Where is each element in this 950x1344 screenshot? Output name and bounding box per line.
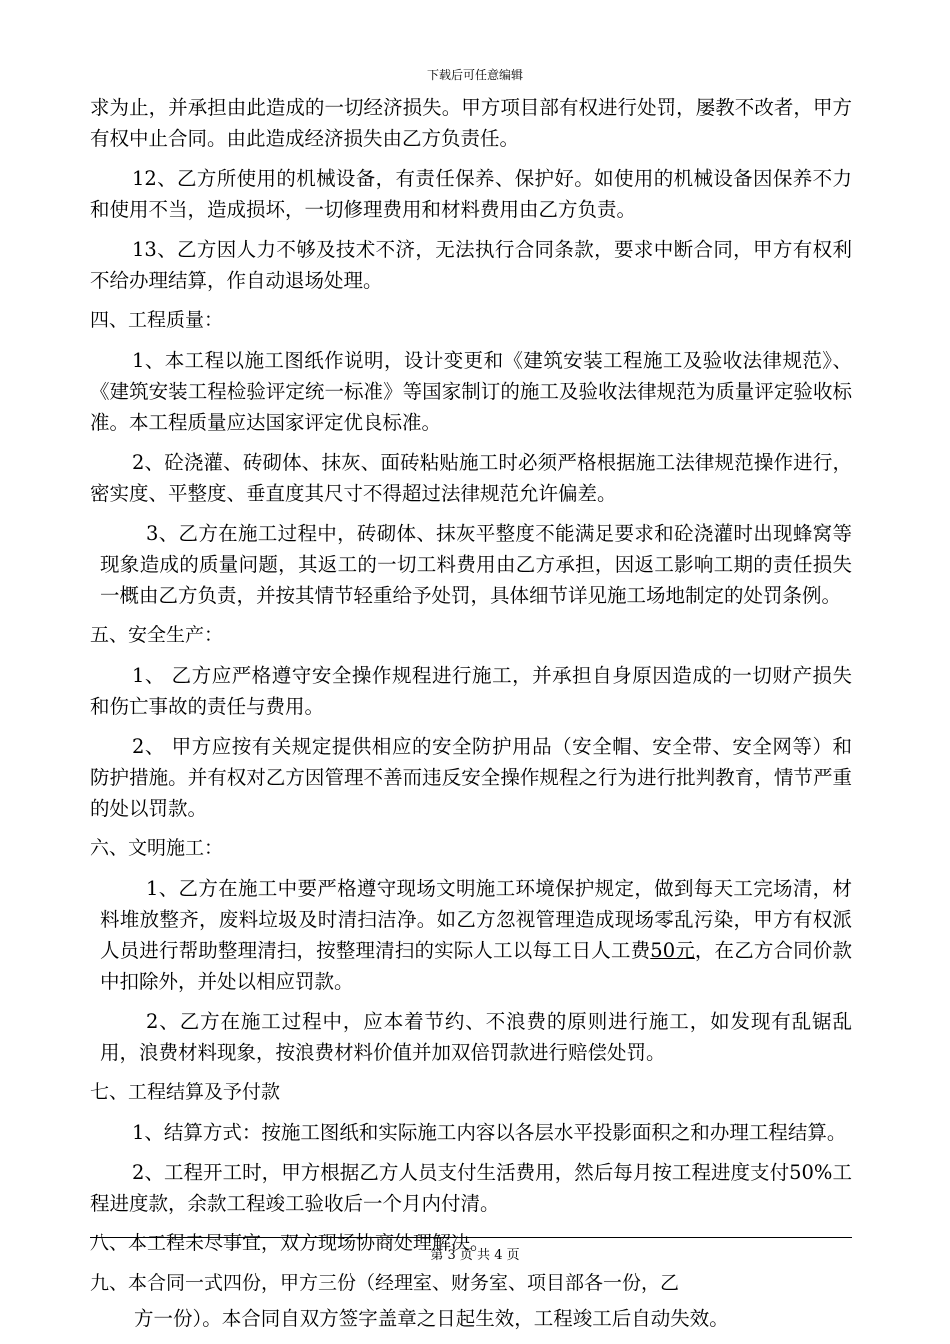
section-heading-quality: 四、工程质量： [90,309,224,331]
settlement-clause-2: 2、工程开工时，甲方根据乙方人员支付生活费用，然后每月按工程进度支付50%工程进度款，余款工程竣工验收后一个月内付清。 [90,1161,852,1215]
civilized-clause-1-text-b: ，在乙方合同价款中扣除外，并处以相应罚款。 [100,939,852,993]
civilized-clause-1-text-a: 1、乙方在施工中要严格遵守现场文明施工环境保护规定，做到每天工完场清，材料堆放整齐，废料垃圾及时清扫洁净。如乙方忽视管理造成现场零乱污染，甲方有权派人员进行帮助整理清扫，按整理清扫的实际人工以每工日人工费 [100,877,852,962]
footer-divider [90,1237,852,1238]
section-heading-9: 九、本合同一式四份，甲方三份（经理室、财务室、项目部各一份，乙 [90,1272,680,1294]
clause-12: 12、乙方所使用的机械设备，有责任保养、保护好。如使用的机械设备因保养不力和使用不当，造成损坏，一切修理费用和材料费用由乙方负责。 [90,167,852,221]
quality-clause-1: 1、本工程以施工图纸作说明，设计变更和《建筑安装工程施工及验收法律规范》、《建筑安装工程检验评定统一标准》等国家制订的施工及验收法律规范为质量评定验收标准。本工程质量应达国家评定优良标准。 [90,349,852,434]
section-heading-safety: 五、安全生产： [90,624,224,646]
safety-clause-1: 1、 乙方应严格遵守安全操作规程进行施工，并承担自身原因造成的一切财产损失和伤亡事故的责任与费用。 [90,664,852,718]
clause-13: 13、乙方因人力不够及技术不济，无法执行合同条款，要求中断合同，甲方有权利不给办理结算，作自动退场处理。 [90,238,852,292]
document-body [90,92,852,1343]
civilized-clause-2: 2、乙方在施工过程中，应本着节约、不浪费的原则进行施工，如发现有乱锯乱用，浪费材料现象，按浪费材料价值并加双倍罚款进行赔偿处罚。 [100,1010,852,1064]
section-heading-settlement: 七、工程结算及予付款 [90,1081,281,1103]
safety-clause-2: 2、 甲方应按有关规定提供相应的安全防护用品（安全帽、安全带、安全网等）和防护措施。并有权对乙方因管理不善而违反安全操作规程之行为进行批判教育，情节严重的处以罚款。 [90,735,852,820]
section-9-continuation: 方一份）。本合同自双方签字盖章之日起生效，工程竣工后自动失效。 [134,1307,729,1330]
civilized-clause-1 [90,873,852,997]
paragraph-continuation: 求为止，并承担由此造成的一切经济损失。甲方项目部有权进行处罚，屡教不改者，甲方有权中止合同。由此造成经济损失由乙方负责任。 [90,96,852,150]
settlement-clause-1: 1、结算方式：按施工图纸和实际施工内容以各层水平投影面积之和办理工程结算。 [132,1121,847,1144]
section-heading-8: 八、本工程未尽事宜，双方现场协商处理解决。 [90,1232,490,1254]
section-heading-civilized-construction: 六、文明施工： [90,837,224,859]
page-number: 第 3 页 共 4 页 [430,1248,520,1263]
daily-labor-fee: 50元 [650,939,695,962]
quality-clause-3: 3、乙方在施工过程中，砖砌体、抹灰平整度不能满足要求和砼浇灌时出现蜂窝等现象造成的质量问题，其返工的一切工料费用由乙方承担，因返工影响工期的责任损失一概由乙方负责，并按其情节轻重给予处罚，具体细节详见施工场地制定的处罚条例。 [100,522,852,607]
quality-clause-2: 2、砼浇灌、砖砌体、抹灰、面砖粘贴施工时必须严格根据施工法律规范操作进行，密实度、平整度、垂直度其尺寸不得超过法律规范允许偏差。 [90,451,852,505]
page-header: 下载后可任意编辑 [426,68,523,82]
